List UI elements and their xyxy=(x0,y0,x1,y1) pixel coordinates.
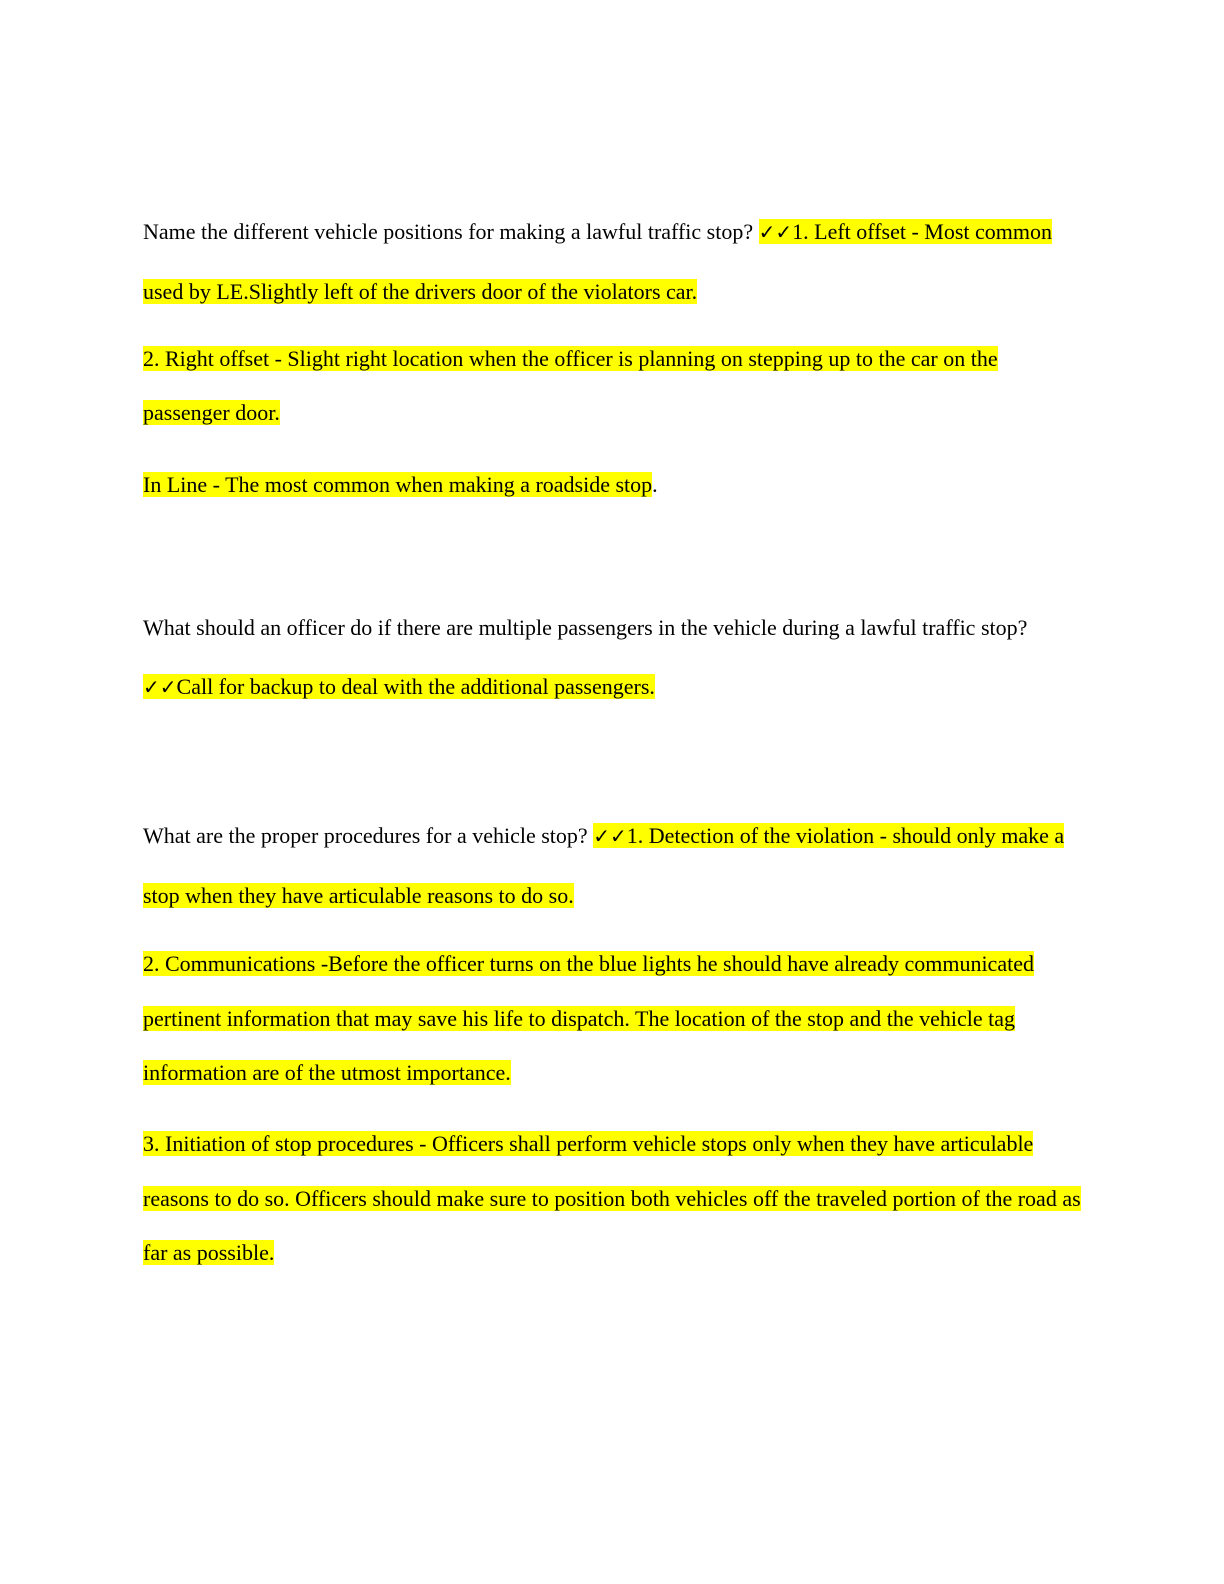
qa-block-vehicle-positions xyxy=(143,202,1083,321)
trailing-period: . xyxy=(652,472,658,497)
answer-text: 3. Initiation of stop procedures - Officers shall perform vehicle stops only when they have articulable reasons to do so. Officers should make sure to position both vehicles off the traveled portion of the road as far as possible. xyxy=(143,1131,1081,1265)
answer-highlight xyxy=(143,674,655,699)
qa-paragraph xyxy=(143,202,1083,321)
answer-text: 1. Left offset - Most common used by LE.Slightly left of the drivers door of the violators car. xyxy=(143,219,1053,304)
double-check-icon: ✓✓ xyxy=(593,824,627,848)
answer-text: 2. Right offset - Slight right location when the officer is planning on stepping up to the car on the passenger door. xyxy=(143,346,998,425)
answer-item xyxy=(143,458,1083,512)
answer-text: In Line - The most common when making a roadside stop xyxy=(143,472,653,497)
answer-text: 2. Communications -Before the officer turns on the blue lights he should have already communicated pertinent information that may save his life to dispatch. The location of the stop and the vehicle tag information are of the utmost importance. xyxy=(143,951,1034,1085)
question-text: What are the proper procedures for a vehicle stop? xyxy=(143,823,594,848)
qa-paragraph xyxy=(143,806,1083,925)
qa-paragraph xyxy=(143,598,1083,717)
question-text: What should an officer do if there are multiple passengers in the vehicle during a lawful traffic stop? xyxy=(143,615,1028,640)
answer-item xyxy=(143,1117,1083,1281)
answer-text: 1. Detection of the violation - should only make a stop when they have articulable reasons to do so. xyxy=(143,823,1065,908)
answer-text: Call for backup to deal with the additional passengers. xyxy=(176,674,655,699)
question-text: Name the different vehicle positions for making a lawful traffic stop? xyxy=(143,219,759,244)
answer-item xyxy=(143,332,1083,440)
double-check-icon: ✓✓ xyxy=(758,220,793,244)
qa-block-stop-procedures xyxy=(143,806,1083,925)
qa-block-multiple-passengers xyxy=(143,598,1083,717)
double-check-icon: ✓✓ xyxy=(143,675,177,699)
answer-item xyxy=(143,937,1083,1101)
